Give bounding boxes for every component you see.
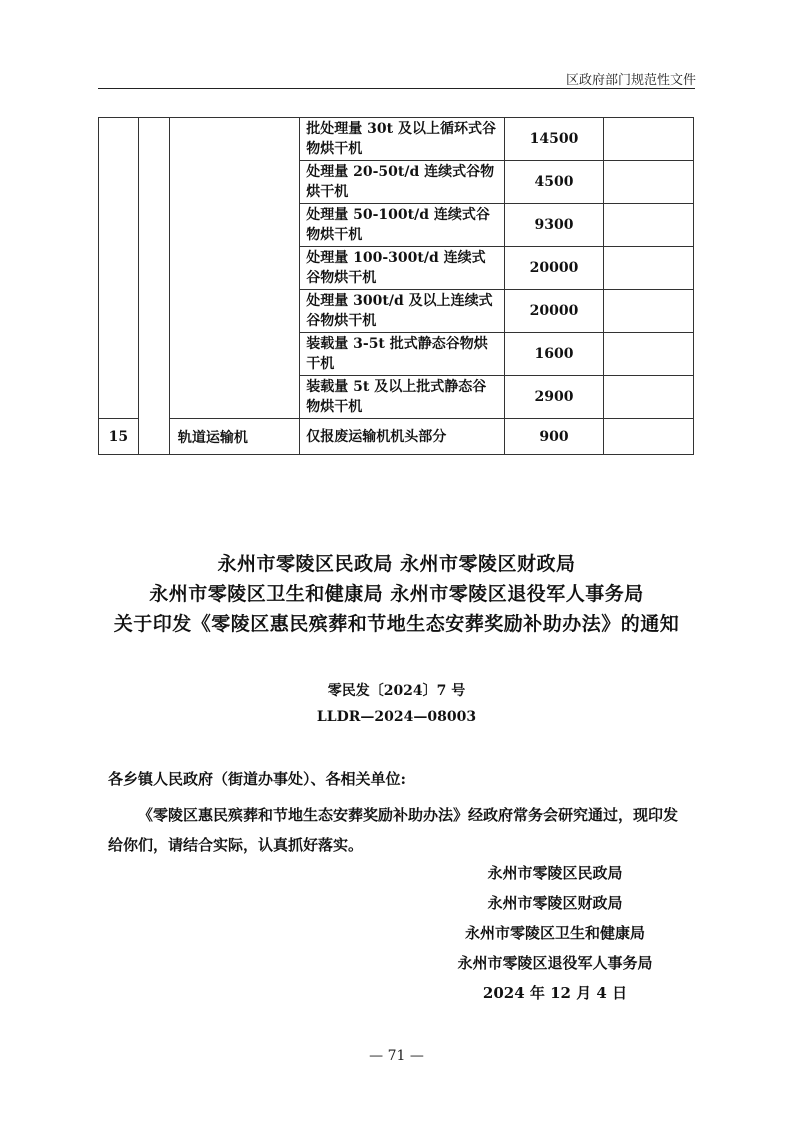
remark-cell (604, 161, 694, 204)
table-row (99, 118, 694, 161)
issue-date: 2024 年 12 月 4 日 (482, 984, 628, 1002)
notice-title (0, 549, 793, 639)
remark-cell (604, 333, 694, 376)
signer-name: 永州市零陵区退役军人事务局 (457, 954, 653, 972)
notice-title-line: 永州市零陵区民政局 永州市零陵区财政局 (217, 553, 576, 575)
amount-cell: 20000 (504, 290, 604, 333)
remark-cell (604, 376, 694, 419)
spec-cell: 仅报废运输机机头部分 (300, 419, 504, 455)
page-number: — 71 — (369, 1048, 424, 1064)
spec-cell: 处理量 20-50t/d 连续式谷物烘干机 (300, 161, 504, 204)
spec-cell: 处理量 100-300t/d 连续式谷物烘干机 (300, 247, 504, 290)
remark-cell (604, 204, 694, 247)
notice-title-line: 关于印发《零陵区惠民殡葬和节地生态安葬奖励补助办法》的通知 (113, 613, 680, 635)
item-name-cell: 轨道运输机 (169, 419, 299, 455)
amount-cell: 4500 (504, 161, 604, 204)
index-cell: 15 (99, 419, 139, 455)
spec-cell: 批处理量 30t 及以上循环式谷物烘干机 (300, 118, 504, 161)
signature-block (430, 858, 680, 1008)
document-number: 零民发〔2024〕7 号 (327, 683, 466, 699)
category-cell (138, 118, 169, 455)
header-divider (98, 88, 695, 89)
spec-cell: 装载量 3-5t 批式静态谷物烘干机 (300, 333, 504, 376)
item-name-cell (169, 118, 299, 419)
remark-cell (604, 247, 694, 290)
signer-name: 永州市零陵区卫生和健康局 (464, 924, 645, 942)
spec-cell: 装载量 5t 及以上批式静态谷物烘干机 (300, 376, 504, 419)
signer-name: 永州市零陵区民政局 (487, 864, 623, 882)
amount-cell: 20000 (504, 247, 604, 290)
signer-name: 永州市零陵区财政局 (487, 894, 623, 912)
notice-title-line: 永州市零陵区卫生和健康局 永州市零陵区退役军人事务局 (149, 583, 644, 605)
amount-cell: 14500 (504, 118, 604, 161)
remark-cell (604, 290, 694, 333)
spec-cell: 处理量 50-100t/d 连续式谷物烘干机 (300, 204, 504, 247)
amount-cell: 9300 (504, 204, 604, 247)
amount-cell: 1600 (504, 333, 604, 376)
remark-cell (604, 419, 694, 455)
spec-cell: 处理量 300t/d 及以上连续式谷物烘干机 (300, 290, 504, 333)
document-id: LLDR—2024—08003 (316, 709, 477, 725)
amount-cell: 2900 (504, 376, 604, 419)
index-cell (99, 118, 139, 419)
amount-cell: 900 (504, 419, 604, 455)
subsidy-table (98, 117, 694, 455)
salutation: 各乡镇人民政府（街道办事处）、各相关单位: (108, 770, 407, 788)
notice-body: 《零陵区惠民殡葬和节地生态安葬奖励补助办法》经政府常务会研究通过，现印发给你们，请结合实际，认真抓好落实。 (108, 806, 679, 854)
table-row (99, 419, 694, 455)
remark-cell (604, 118, 694, 161)
document-category-label: 区政府部门规范性文件 (565, 73, 696, 88)
